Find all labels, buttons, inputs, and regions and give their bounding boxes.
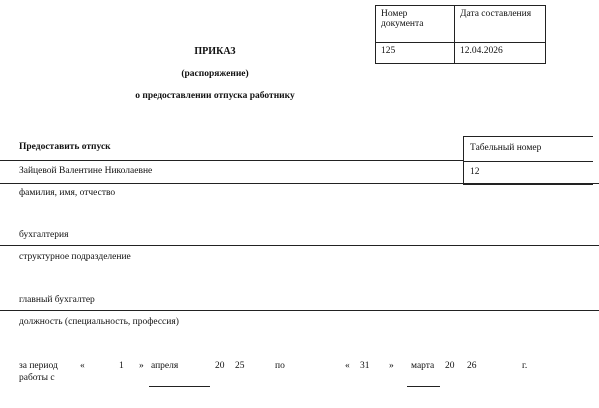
document-number-value: 125	[376, 43, 455, 64]
day-from: 1	[119, 361, 124, 371]
century-from: 20	[215, 361, 225, 371]
day-to: 31	[360, 361, 370, 371]
position-caption: должность (специальность, профессия)	[19, 317, 179, 327]
employee-name: Зайцевой Валентине Николаевне	[19, 166, 153, 176]
year-from: 25	[235, 361, 245, 371]
tab-number-value: 12	[470, 167, 480, 177]
century-to: 20	[445, 361, 455, 371]
to-label: по	[275, 361, 285, 371]
page-title: ПРИКАЗ	[194, 46, 236, 57]
tab-number-header: Табельный номер	[470, 143, 542, 153]
year-to: 26	[467, 361, 477, 371]
open-quote-to: «	[345, 361, 350, 371]
close-quote-to: »	[389, 361, 394, 371]
grant-leave-label: Предоставить отпуск	[19, 142, 111, 152]
department-caption: структурное подразделение	[19, 252, 131, 262]
close-quote-from: »	[139, 361, 144, 371]
department-value: бухгалтерия	[19, 230, 69, 240]
period-label-line2: работы с	[19, 373, 55, 383]
document-meta-table	[375, 5, 546, 64]
year-suffix: г.	[522, 361, 528, 371]
position-value: главный бухгалтер	[19, 295, 95, 305]
document-date-header: Дата составления	[455, 6, 546, 43]
fio-caption: фамилия, имя, отчество	[19, 188, 116, 198]
period-label-line1: за период	[19, 361, 58, 371]
open-quote-from: «	[80, 361, 85, 371]
order-subject: о предоставлении отпуска работнику	[135, 91, 295, 101]
month-to: марта	[411, 361, 435, 371]
document-date-value: 12.04.2026	[455, 43, 546, 64]
document-number-header: Номер документа	[376, 6, 455, 43]
month-from: апреля	[151, 361, 179, 371]
page-subtitle: (распоряжение)	[181, 69, 249, 79]
